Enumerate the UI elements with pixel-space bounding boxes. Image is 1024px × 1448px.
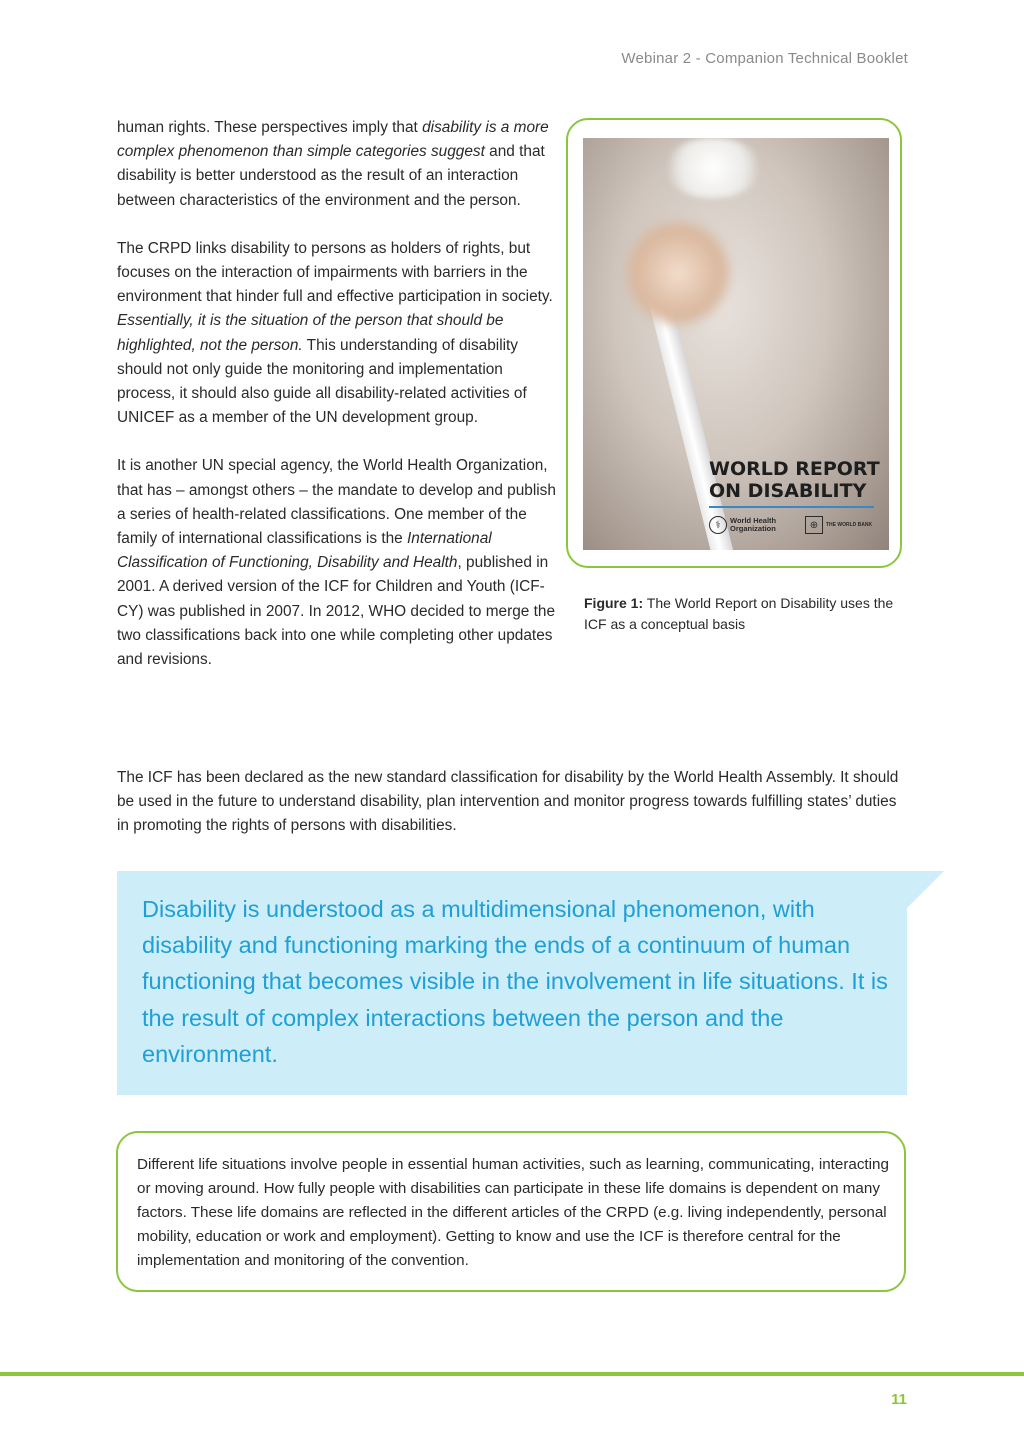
caption-text: The World Report on Disability uses the ICF as a conceptual basis <box>584 595 894 632</box>
who-logo-text: World Health Organization <box>730 516 777 533</box>
paragraph-crpd <box>117 237 557 431</box>
report-cover-image <box>583 138 889 550</box>
note-text: Different life situations involve people in essential human activities, such as learning, communicating, interacting or moving around. How fully people with disabilities can participate in these life domains is dependent on many factors. These life domains are reflected in the different articles of the CRPD (e.g. living independently, personal mobility, education or work and employment). Getting to know and use the ICF is therefore central for the implementation and monitoring of the convention. <box>137 1156 889 1269</box>
cover-blur-top <box>663 138 763 198</box>
paragraph-icf-standard: The ICF has been declared as the new standard classification for disability by the World Health Assembly. It should be used in the future to understand disability, plan intervention and monitor progress towards fulfilling states’ duties in promoting the rights of persons with disabilities. <box>117 769 899 835</box>
quote-box-corner <box>907 871 944 908</box>
p2-text-a: The CRPD links disability to persons as holders of rights, but focuses on the interaction of impairments with barriers in the environment that hinder full and effective participation in society. <box>117 239 553 306</box>
p1-text-c: and that disability is better understood as the result of an interaction between characteristics of the environment and the person. <box>117 143 545 209</box>
caption-label: Figure 1: <box>584 595 644 611</box>
note-box <box>116 1131 906 1292</box>
cover-title <box>709 458 889 502</box>
p1-text-a: human rights. These perspectives imply that <box>117 119 423 136</box>
highlight-quote: Disability is understood as a multidimensional phenomenon, with disability and functioning marking the ends of a continuum of human functioning that becomes visible in the involvement in life situations. It is the result of complex interactions between the person and the environment. <box>142 896 888 1067</box>
running-header: Webinar 2 - Companion Technical Booklet <box>621 50 908 67</box>
who-logo <box>709 516 778 534</box>
p1-emphasis: disability is a more complex phenomenon than simple categories suggest <box>117 119 549 161</box>
cover-blur-hand <box>623 218 733 328</box>
figure-frame <box>566 118 902 568</box>
p2-text-c: This understanding of disability should not only guide the monitoring and implementation process, it should also guide all disability-related activities of UNICEF as a member of the UN development group. <box>117 336 527 427</box>
p3-text-c: , published in 2001. A derived version of the ICF for Children and Youth (ICF-CY) was published in 2007. In 2012, WHO decided to merge the two classifications back into one while completing other updates and revisions. <box>117 554 556 669</box>
highlight-quote-box <box>117 871 907 1095</box>
footer-rule <box>0 1372 1024 1376</box>
p3-text-a: It is another UN special agency, the World Health Organization, that has – amongst others – the mandate to develop and publish a series of health-related classifications. One member of the family of international classifications is the <box>117 457 556 548</box>
cover-title-line2: ON DISABILITY <box>709 480 867 502</box>
cover-title-line1: WORLD REPORT <box>709 458 880 480</box>
world-bank-logo <box>805 516 872 534</box>
world-bank-logo-text: THE WORLD BANK <box>826 522 873 528</box>
who-emblem-icon: ⚕ <box>709 516 727 534</box>
p2-emphasis: Essentially, it is the situation of the person that should be highlighted, not the person. <box>117 312 504 354</box>
figure-caption <box>584 593 904 635</box>
left-text-column <box>117 116 557 696</box>
paragraph-perspectives <box>117 116 557 213</box>
p3-emphasis: International Classification of Functioning, Disability and Health <box>117 530 492 572</box>
cover-divider <box>709 506 874 508</box>
globe-icon: ⊕ <box>805 516 823 534</box>
paragraph-who <box>117 454 557 672</box>
page-number: 11 <box>891 1391 907 1408</box>
